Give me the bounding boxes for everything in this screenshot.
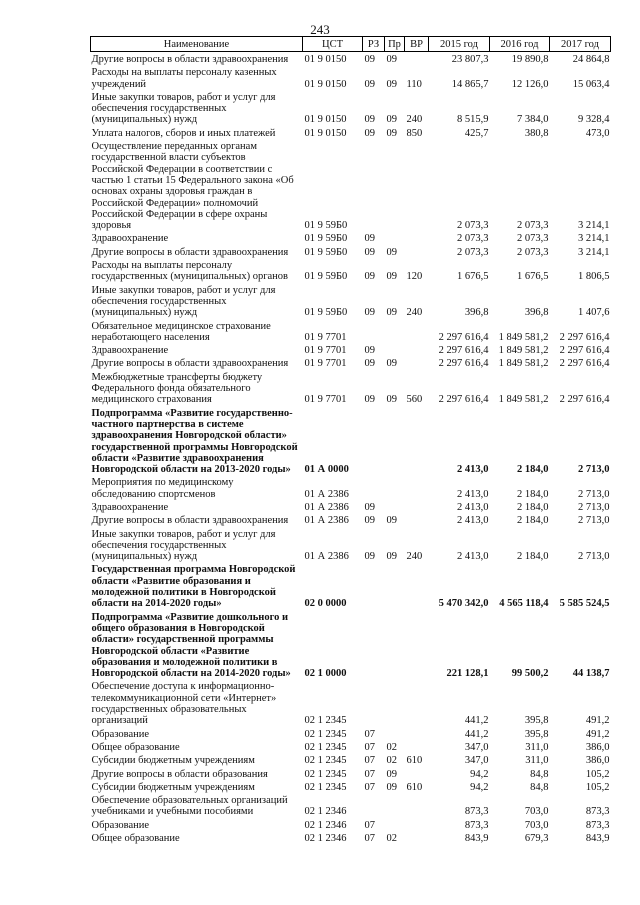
row-value-2015: 94,2: [470, 781, 489, 793]
row-value-2016: 703,0: [524, 806, 549, 818]
row-value-2015: 441,2: [464, 728, 489, 740]
row-cst: 01 9 0150: [304, 127, 347, 139]
row-vr: [405, 767, 429, 780]
row-value-2017: 1 407,6: [578, 307, 610, 319]
row-value-2017: 3 214,1: [578, 220, 610, 232]
row-pr: [385, 793, 405, 818]
row-value-2015: 347,0: [464, 755, 489, 767]
row-pr: [385, 406, 405, 476]
row-vr: [405, 139, 429, 231]
row-value-2015: 2 413,0: [457, 488, 489, 500]
row-pr: 02: [386, 755, 397, 767]
row-cst: 02 1 0000: [304, 668, 347, 680]
row-value-2017: 15 063,4: [572, 78, 610, 90]
row-value-2016: 1 849 581,2: [498, 358, 549, 370]
row-value-2016: 84,8: [530, 768, 549, 780]
row-value-2015: 14 865,7: [451, 78, 489, 90]
table-row: [91, 527, 611, 563]
row-name: Подпрограмма «Развитие государственно-частного партнерства в системе здравоохранения Новгородской области» государственной программы Новгородской области «Развитие здравоохранения Новгородской области на 2013-2020 годы»: [91, 407, 298, 476]
row-vr: 120: [406, 271, 423, 283]
row-value-2016: 395,8: [524, 715, 549, 727]
row-pr: 09: [386, 114, 397, 126]
row-pr: 09: [386, 358, 397, 370]
row-name: Обеспечение доступа к информационно-телекоммуникационной сети «Интернет» государственных образовательных организаций: [91, 681, 277, 727]
row-vr: [405, 831, 429, 844]
row-rz: 07: [364, 768, 375, 780]
row-rz: 09: [364, 307, 375, 319]
row-name: Межбюджетные трансферты бюджету Федерального фонда обязательного медицинского страхования: [91, 371, 263, 406]
row-value-2015: 843,9: [464, 833, 489, 844]
row-value-2017: 2 297 616,4: [559, 345, 610, 357]
row-rz: 09: [364, 501, 375, 513]
row-value-2016: 7 384,0: [517, 114, 549, 126]
row-value-2015: 221 128,1: [446, 668, 489, 680]
row-cst: 01 9 59Б0: [304, 233, 348, 245]
row-value-2016: 1 676,5: [517, 271, 549, 283]
row-value-2015: 2 297 616,4: [438, 345, 489, 357]
row-value-2017: 24 864,8: [572, 54, 610, 65]
row-value-2016: 311,0: [525, 741, 549, 753]
table-row: [91, 406, 611, 476]
header-rz: РЗ: [363, 37, 385, 52]
row-name: Здравоохранение: [91, 233, 169, 245]
row-name: Субсидии бюджетным учреждениям: [91, 755, 255, 767]
row-value-2016: 1 849 581,2: [498, 331, 549, 343]
row-value-2017: 473,0: [585, 127, 610, 139]
row-rz: [363, 679, 385, 726]
row-value-2015: 873,3: [464, 819, 489, 831]
table-row: [91, 679, 611, 726]
row-cst: 01 А 0000: [304, 464, 349, 476]
row-name: Другие вопросы в области образования: [91, 768, 268, 780]
row-value-2015: 23 807,3: [451, 54, 489, 65]
row-value-2016: 311,0: [525, 755, 549, 767]
row-rz: 09: [364, 233, 375, 245]
row-cst: 02 1 2345: [304, 755, 347, 767]
table-row: [91, 513, 611, 526]
row-rz: [363, 139, 385, 231]
row-rz: 09: [364, 358, 375, 370]
table-row: [91, 780, 611, 793]
row-vr: 610: [406, 781, 423, 793]
table-row: [91, 475, 611, 500]
row-value-2017: 5 585 524,5: [559, 598, 610, 610]
row-pr: [385, 679, 405, 726]
row-cst: 01 9 7701: [304, 331, 347, 343]
row-value-2015: 2 073,3: [457, 220, 489, 232]
row-name: Обязательное медицинское страхование неработающего населения: [91, 320, 271, 343]
row-cst: 02 1 2346: [304, 806, 347, 818]
row-name: Здравоохранение: [91, 501, 169, 513]
row-value-2016: 2 184,0: [517, 488, 549, 500]
row-vr: [405, 319, 429, 344]
row-vr: 240: [406, 114, 423, 126]
row-rz: [363, 562, 385, 609]
row-rz: 07: [364, 728, 375, 740]
row-value-2017: 386,0: [585, 741, 610, 753]
row-cst: 01 9 7701: [304, 358, 347, 370]
row-vr: [405, 52, 429, 66]
row-name: Иные закупки товаров, работ и услуг для обеспечения государственных (муниципальных) нужд: [91, 284, 276, 319]
row-name: Здравоохранение: [91, 345, 169, 357]
row-value-2016: 19 890,8: [511, 54, 549, 65]
row-name: Образование: [91, 819, 150, 831]
row-value-2017: 1 806,5: [578, 271, 610, 283]
row-value-2017: 873,3: [585, 819, 610, 831]
table-row: [91, 139, 611, 231]
row-cst: 02 1 2345: [304, 728, 347, 740]
header-2016: 2016 год: [490, 37, 550, 52]
row-cst: 01 9 59Б0: [304, 246, 348, 258]
row-cst: 02 1 2345: [304, 781, 347, 793]
row-value-2016: 2 073,3: [517, 220, 549, 232]
row-cst: 01 А 2386: [304, 515, 349, 527]
row-cst: 01 9 7701: [304, 345, 347, 357]
row-pr: 09: [386, 768, 397, 780]
row-value-2015: 8 515,9: [457, 114, 489, 126]
row-value-2017: 3 214,1: [578, 233, 610, 245]
row-value-2016: 395,8: [524, 728, 549, 740]
row-pr: [385, 139, 405, 231]
row-rz: 09: [364, 78, 375, 90]
row-value-2016: 2 184,0: [517, 551, 549, 563]
row-vr: [405, 727, 429, 740]
header-name: Наименование: [91, 37, 303, 52]
table-row: [91, 343, 611, 356]
row-rz: 09: [364, 271, 375, 283]
row-value-2017: 873,3: [585, 806, 610, 818]
row-rz: 07: [364, 833, 375, 844]
row-rz: 09: [364, 394, 375, 406]
row-value-2017: 2 713,0: [578, 551, 610, 563]
row-value-2017: 2 713,0: [578, 501, 610, 513]
table-row: [91, 231, 611, 244]
row-cst: 01 9 59Б0: [304, 220, 348, 232]
row-pr: 09: [386, 54, 397, 65]
row-rz: 09: [364, 54, 375, 65]
row-vr: [405, 343, 429, 356]
row-value-2017: 105,2: [585, 768, 610, 780]
row-pr: 09: [386, 78, 397, 90]
row-cst: 01 9 59Б0: [304, 307, 348, 319]
row-cst: 02 1 2346: [304, 833, 347, 844]
table-row: [91, 90, 611, 126]
row-name: Уплата налогов, сборов и иных платежей: [91, 127, 276, 139]
row-rz: 09: [364, 246, 375, 258]
row-vr: 850: [406, 127, 423, 139]
row-value-2016: 4 565 118,4: [499, 598, 549, 610]
row-vr: [405, 356, 429, 369]
row-pr: 09: [386, 781, 397, 793]
row-value-2015: 2 413,0: [457, 551, 489, 563]
row-name: Подпрограмма «Развитие дошкольного и общего образования в Новгородской области» государственной программы Новгородской области «Развитие образования и молодежной политики в Новгородской области на 2014-2020 годы»: [91, 611, 291, 680]
header-2017: 2017 год: [550, 37, 611, 52]
table-row: [91, 500, 611, 513]
row-vr: [405, 475, 429, 500]
row-name: Общее образование: [91, 833, 180, 844]
table-header-row: [91, 37, 611, 52]
row-value-2016: 396,8: [524, 307, 549, 319]
row-vr: 110: [406, 78, 422, 90]
row-value-2015: 2 413,0: [457, 464, 489, 476]
row-value-2015: 2 413,0: [457, 515, 489, 527]
row-rz: 09: [364, 345, 375, 357]
row-value-2017: 2 297 616,4: [559, 331, 610, 343]
row-pr: 09: [386, 551, 397, 563]
row-value-2016: 1 849 581,2: [498, 345, 549, 357]
row-name: Субсидии бюджетным учреждениям: [91, 781, 255, 793]
row-rz: [363, 406, 385, 476]
row-pr: 09: [386, 394, 397, 406]
row-rz: 07: [364, 819, 375, 831]
table-row: [91, 52, 611, 66]
row-value-2017: 2 297 616,4: [559, 358, 610, 370]
row-value-2015: 2 073,3: [457, 233, 489, 245]
row-value-2016: 2 184,0: [517, 501, 549, 513]
row-value-2017: 105,2: [585, 781, 610, 793]
row-value-2015: 396,8: [464, 307, 489, 319]
row-value-2017: 2 297 616,4: [559, 394, 610, 406]
row-value-2015: 347,0: [464, 741, 489, 753]
row-value-2015: 5 470 342,0: [438, 598, 489, 610]
row-pr: [385, 343, 405, 356]
row-rz: 09: [364, 551, 375, 563]
row-value-2016: 380,8: [524, 127, 549, 139]
table-row: [91, 319, 611, 344]
row-name: Общее образование: [91, 741, 180, 753]
row-value-2016: 2 184,0: [517, 515, 549, 527]
row-cst: 01 9 0150: [304, 54, 347, 65]
row-cst: 02 1 2346: [304, 819, 347, 831]
row-cst: 02 1 2345: [304, 741, 347, 753]
row-pr: [385, 500, 405, 513]
row-cst: 01 А 2386: [304, 488, 349, 500]
row-vr: [405, 513, 429, 526]
row-value-2016: 1 849 581,2: [498, 394, 549, 406]
row-value-2017: 9 328,4: [578, 114, 610, 126]
row-name: Иные закупки товаров, работ и услуг для обеспечения государственных (муниципальных) нужд: [91, 91, 276, 126]
row-value-2016: 84,8: [530, 781, 549, 793]
row-cst: 01 9 59Б0: [304, 271, 348, 283]
header-pr: Пр: [385, 37, 405, 52]
table-row: [91, 126, 611, 139]
row-value-2015: 441,2: [464, 715, 489, 727]
row-value-2017: 843,9: [585, 833, 610, 844]
row-vr: [405, 740, 429, 753]
table-row: [91, 767, 611, 780]
header-2015: 2015 год: [429, 37, 490, 52]
row-pr: 02: [386, 833, 397, 844]
row-value-2016: 12 126,0: [511, 78, 549, 90]
header-vr: ВР: [405, 37, 429, 52]
row-name: Другие вопросы в области здравоохранения: [91, 54, 289, 65]
row-value-2015: 2 297 616,4: [438, 358, 489, 370]
table-row: [91, 562, 611, 609]
row-value-2015: 425,7: [464, 127, 489, 139]
row-vr: 610: [406, 755, 423, 767]
row-pr: [385, 319, 405, 344]
row-vr: [405, 610, 429, 680]
row-value-2017: 3 214,1: [578, 246, 610, 258]
row-name: Иные закупки товаров, работ и услуг для обеспечения государственных (муниципальных) нужд: [91, 528, 276, 563]
row-rz: 07: [364, 781, 375, 793]
row-value-2016: 679,3: [524, 833, 549, 844]
table-row: [91, 610, 611, 680]
row-cst: 01 9 7701: [304, 394, 347, 406]
table-row: [91, 65, 611, 90]
row-pr: [385, 231, 405, 244]
row-value-2017: 386,0: [585, 755, 610, 767]
row-value-2017: 491,2: [585, 728, 610, 740]
row-value-2015: 2 297 616,4: [438, 331, 489, 343]
table-row: [91, 727, 611, 740]
row-rz: [363, 793, 385, 818]
row-value-2017: 2 713,0: [578, 464, 610, 476]
row-value-2016: 2 073,3: [517, 246, 549, 258]
row-value-2016: 2 184,0: [517, 464, 549, 476]
row-rz: 09: [364, 127, 375, 139]
row-value-2017: 44 138,7: [572, 668, 610, 680]
row-pr: [385, 475, 405, 500]
row-name: Мероприятия по медицинскому обследованию спортсменов: [91, 477, 234, 500]
row-cst: 01 9 0150: [304, 78, 347, 90]
row-vr: [405, 406, 429, 476]
row-name: Государственная программа Новгородской области «Развитие образования и молодежной политики в Новгородской области на 2014-2020 годы»: [91, 564, 296, 610]
row-pr: 09: [386, 271, 397, 283]
row-vr: [405, 818, 429, 831]
row-pr: 09: [386, 307, 397, 319]
row-name: Расходы на выплаты персоналу казенных учреждений: [91, 67, 277, 90]
row-vr: 240: [406, 551, 423, 563]
row-rz: 09: [364, 515, 375, 527]
row-pr: 02: [386, 741, 397, 753]
row-cst: 01 9 0150: [304, 114, 347, 126]
row-name: Другие вопросы в области здравоохранения: [91, 246, 289, 258]
row-value-2015: 1 676,5: [457, 271, 489, 283]
row-pr: 09: [386, 246, 397, 258]
row-rz: 09: [364, 114, 375, 126]
row-value-2016: 99 500,2: [511, 668, 549, 680]
row-value-2016: 703,0: [524, 819, 549, 831]
row-vr: [405, 245, 429, 258]
row-value-2017: 2 713,0: [578, 488, 610, 500]
row-rz: [363, 475, 385, 500]
table-row: [91, 356, 611, 369]
row-pr: [385, 562, 405, 609]
table-row: [91, 740, 611, 753]
row-name: Другие вопросы в области здравоохранения: [91, 358, 289, 370]
row-vr: 560: [406, 394, 423, 406]
row-rz: 07: [364, 755, 375, 767]
row-pr: [385, 818, 405, 831]
row-value-2017: 491,2: [585, 715, 610, 727]
row-name: Обеспечение образовательных организаций учебниками и учебными пособиями: [91, 795, 288, 818]
row-value-2015: 873,3: [464, 806, 489, 818]
row-name: Другие вопросы в области здравоохранения: [91, 515, 289, 527]
row-name: Осуществление переданных органам государственной власти субъектов Российской Федерации в соответствии с частью 1 статьи 15 Федерального закона «Об основах охраны здоровья граждан в Российской Федерации» полномочий Российской Федерации в сфере охраны здоровья: [91, 141, 294, 232]
row-cst: 02 0 0000: [304, 598, 347, 610]
row-vr: 240: [406, 307, 423, 319]
row-value-2015: 2 413,0: [457, 501, 489, 513]
row-value-2016: 2 073,3: [517, 233, 549, 245]
table-row: [91, 370, 611, 406]
row-vr: [405, 679, 429, 726]
table-row: [91, 245, 611, 258]
row-value-2015: 2 297 616,4: [438, 394, 489, 406]
row-rz: [363, 610, 385, 680]
row-name: Образование: [91, 728, 150, 740]
row-vr: [405, 793, 429, 818]
table-row: [91, 793, 611, 818]
row-vr: [405, 500, 429, 513]
table-row: [91, 283, 611, 319]
table-row: [91, 818, 611, 831]
row-pr: 09: [386, 127, 397, 139]
page-number: 243: [310, 22, 330, 37]
row-cst: 01 А 2386: [304, 551, 349, 563]
header-cst: ЦСТ: [303, 37, 363, 52]
row-pr: 09: [386, 515, 397, 527]
row-value-2017: 2 713,0: [578, 515, 610, 527]
table-body: [91, 52, 611, 845]
row-cst: 02 1 2345: [304, 715, 347, 727]
row-cst: 01 А 2386: [304, 501, 349, 513]
row-rz: [363, 319, 385, 344]
row-value-2015: 94,2: [470, 768, 489, 780]
row-vr: [405, 562, 429, 609]
table-row: [91, 831, 611, 844]
row-pr: [385, 727, 405, 740]
row-value-2015: 2 073,3: [457, 246, 489, 258]
table-row: [91, 753, 611, 766]
row-cst: 02 1 2345: [304, 768, 347, 780]
row-rz: 07: [364, 741, 375, 753]
row-pr: [385, 610, 405, 680]
table-row: [91, 258, 611, 283]
row-vr: [405, 231, 429, 244]
budget-table: [90, 36, 611, 844]
row-name: Расходы на выплаты персоналу государственных (муниципальных) органов: [91, 260, 289, 283]
